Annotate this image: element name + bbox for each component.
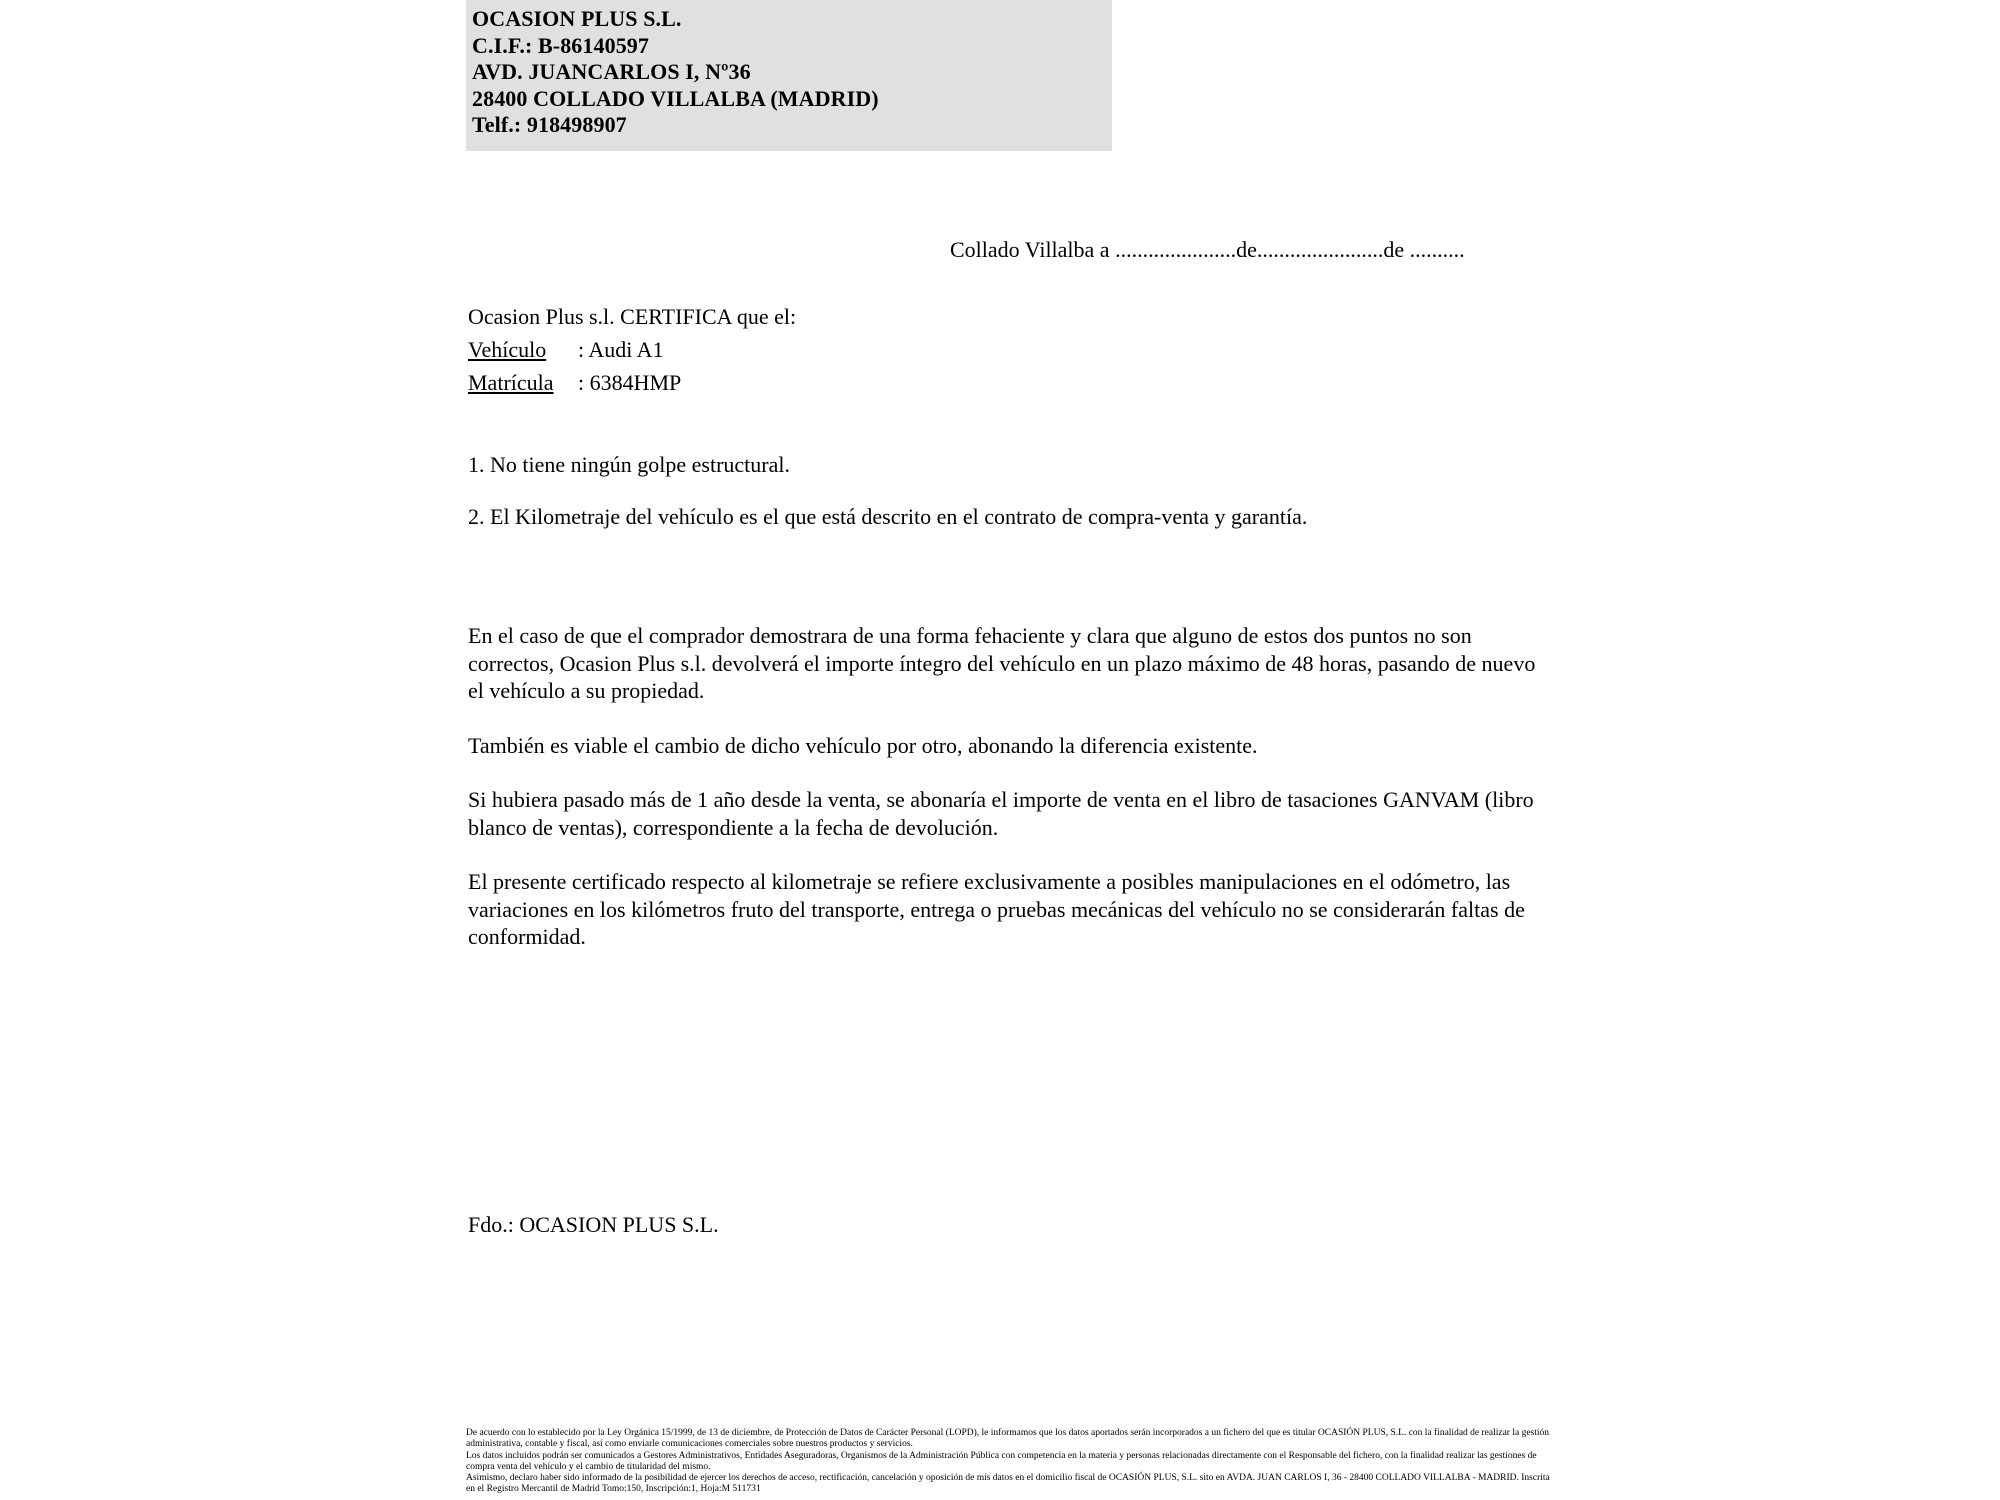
plate-row: [468, 366, 796, 399]
legal-footer-paragraph-1: De acuerdo con lo establecido por la Ley Orgánica 15/1999, de 13 de diciembre, de Protección de Datos de Carácter Personal (LOPD), le informamos que los datos aportados serán incorporados a un fichero del que es titular OCASIÓN PLUS, S.L. con la finalidad de realizar la gestión administrativa, contable y fiscal, así como enviarle comunicaciones comerciales sobre nuestros productos y servicios.: [466, 1428, 1550, 1450]
dateline: Collado Villalba a ......................de.......................de ..........: [950, 237, 1465, 262]
signature-line: Fdo.: OCASION PLUS S.L.: [468, 1212, 719, 1237]
plate-value: : 6384HMP: [578, 370, 682, 395]
body-paragraph-1: En el caso de que el comprador demostrara de una forma fehaciente y clara que alguno de estos dos puntos no son correctos, Ocasion Plus s.l. devolverá el importe íntegro del vehículo en un plazo máximo de 48 horas, pasando de nuevo el vehículo a su propiedad.: [468, 623, 1536, 703]
vehicle-label: Vehículo: [468, 337, 547, 362]
body-paragraph-3: Si hubiera pasado más de 1 año desde la venta, se abonaría el importe de venta en el libro de tasaciones GANVAM (libro blanco de ventas), correspondiente a la fecha de devolución.: [468, 787, 1534, 840]
company-phone: Telf.: 918498907: [472, 112, 627, 137]
certification-block: [468, 300, 796, 399]
company-cif: C.I.F.: B-86140597: [472, 32, 649, 58]
vehicle-row: [468, 333, 796, 366]
body-paragraph-4: El presente certificado respecto al kilometraje se refiere exclusivamente a posibles manipulaciones en el odómetro, las variaciones en los kilómetros fruto del transporte, entrega o pruebas mecánicas del vehículo no se considerarán faltas de conformidad.: [468, 869, 1525, 949]
certified-point-2: 2. El Kilometraje del vehículo es el que está descrito en el contrato de compra-venta y garantía.: [468, 504, 1308, 529]
company-name: OCASION PLUS S.L.: [472, 6, 682, 31]
legal-footer: [466, 1428, 1556, 1496]
vehicle-value: : Audi A1: [578, 337, 664, 362]
certification-intro: Ocasion Plus s.l. CERTIFICA que el:: [468, 304, 797, 329]
company-letterhead: [466, 0, 1112, 151]
company-address-city: 28400 COLLADO VILLALBA (MADRID): [472, 85, 879, 111]
document-body: [468, 622, 1548, 978]
company-address-street: AVD. JUANCARLOS I, Nº36: [472, 59, 751, 84]
certified-point-1: 1. No tiene ningún golpe estructural.: [468, 452, 790, 477]
legal-footer-paragraph-3: Asimismo, declaro haber sido informado de la posibilidad de ejercer los derechos de acceso, rectificación, cancelación y oposición de mis datos en el domicilio fiscal de OCASIÓN PLUS, S.L. sito en AVDA. JUAN CARLOS I, 36 - 28400 COLLADO VILLALBA - MADRID. Inscrita en el Registro Mercantil de Madrid Tomo:150, Inscripción:1, Hoja:M 511731: [466, 1473, 1550, 1495]
plate-label: Matrícula: [468, 370, 554, 395]
body-paragraph-2: También es viable el cambio de dicho vehículo por otro, abonando la diferencia existente.: [468, 732, 1258, 758]
certified-points-list: [468, 452, 1307, 556]
legal-footer-paragraph-2: Los datos incluidos podrán ser comunicados a Gestores Administrativos, Entidades Aseguradoras, Organismos de la Administración Pública con competencia en la materia y personas relacionadas directamente con el Responsable del fichero, con la finalidad realizar las gestiones de compra venta del vehículo y el cambio de titularidad del mismo.: [466, 1450, 1537, 1472]
